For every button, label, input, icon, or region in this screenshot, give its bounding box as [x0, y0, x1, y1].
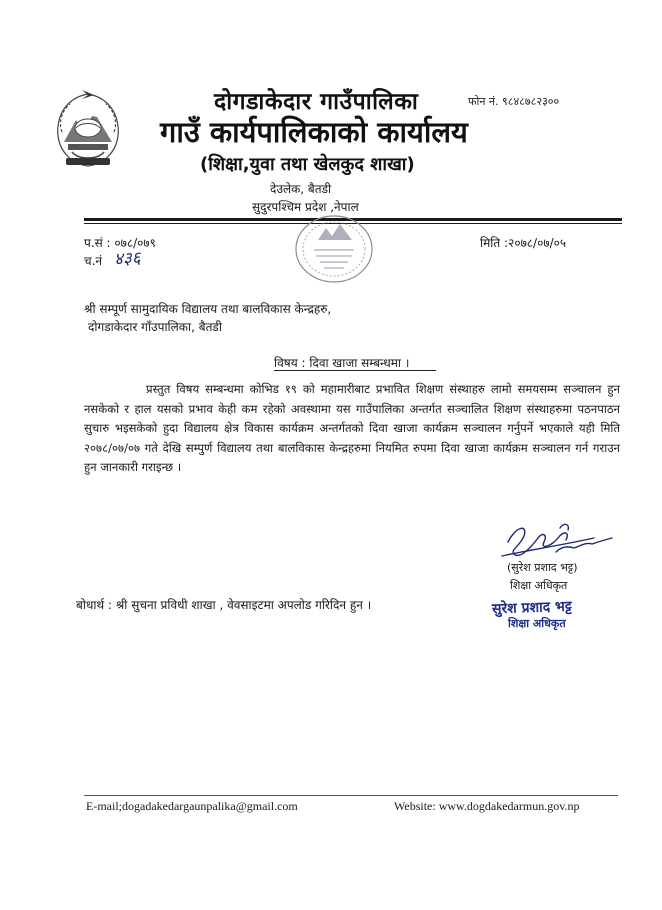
branch-name: (शिक्षा,युवा तथा खेलकुद शाखा) [200, 154, 415, 175]
recipient-line-1: श्री सम्पूर्ण सामुदायिक विद्यालय तथा बालविकास केन्द्रहरु, [84, 302, 332, 316]
name-stamp: सुरेश प्रशाद भट्ट [491, 598, 572, 618]
dispatch-label: च.नं [84, 254, 103, 268]
reference-number: प.सं : ०७८/०७९ [84, 236, 156, 250]
footer-rule [84, 795, 618, 796]
dispatch-number-handwritten: ४३६ [113, 248, 142, 270]
subject-underline [274, 370, 436, 371]
address-line-2: सुदुरपश्चिम प्रदेश ,नेपाल [252, 200, 359, 214]
footer-email: E-mail;dogadakedargaunpalika@gmail.com [86, 799, 298, 813]
copy-to-note: बोधार्थ : श्री सुचना प्रविधी शाखा , वेवसाइटमा अपलोड गरिदिन हुन । [76, 598, 372, 612]
letter-date: मिति :२०७८/०७/०५ [480, 236, 567, 250]
recipient-line-2: दोगडाकेदार गाँउपालिका, बैतडी [88, 320, 222, 334]
signatory-title: शिक्षा अधिकृत [510, 579, 568, 592]
nepal-emblem-icon [48, 86, 128, 172]
handwritten-signature [498, 516, 624, 566]
footer-website: Website: www.dogdakedarmun.gov.np [394, 799, 580, 813]
letter-subject: विषय : दिवा खाजा सम्बन्धमा । [274, 356, 410, 370]
letter-body: प्रस्तुत विषय सम्बन्धमा कोभिड १९ को महामारीबाट प्रभावित शिक्षण संस्थाहरु लामो समयसम्म सञ्चालन हुन नसकेको र हाल यसको प्रभाव केही कम रहेको अवस्थामा यस गाउँपालिका अन्तर्गत सञ्चालित शिक्षण संस्थाहरुमा पठनपाठन सुचारु भइसकेको हुदा विद्यालय क्षेत्र विकास कार्यक्रम अन्तर्गतको दिवा खाजा कार्यक्रम सञ्चालन गर्नुपर्ने भएकाले यही मिति २०७८/०७/०७ गते देखि सम्पुर्ण विद्यालय तथा बालविकास केन्द्रहरुमा नियमित रुपमा दिवा खाजा कार्यक्रम सञ्चालन गर्न गराउन हुन जानकारी गराइन्छ । [84, 382, 620, 474]
office-subtitle: गाउँ कार्यपालिकाको कार्यालय [160, 115, 468, 149]
phone-number: फोन नं. ९८४८७८२३०० [468, 95, 560, 108]
signatory-name: (सुरेश प्रशाद भट्ट) [507, 561, 578, 574]
title-stamp: शिक्षा अधिकृत [508, 617, 566, 630]
office-seal-stamp [292, 212, 376, 286]
address-line-1: देउलेक, बैतडी [270, 182, 332, 196]
office-name: दोगडाकेदार गाउँपालिका [214, 89, 419, 115]
